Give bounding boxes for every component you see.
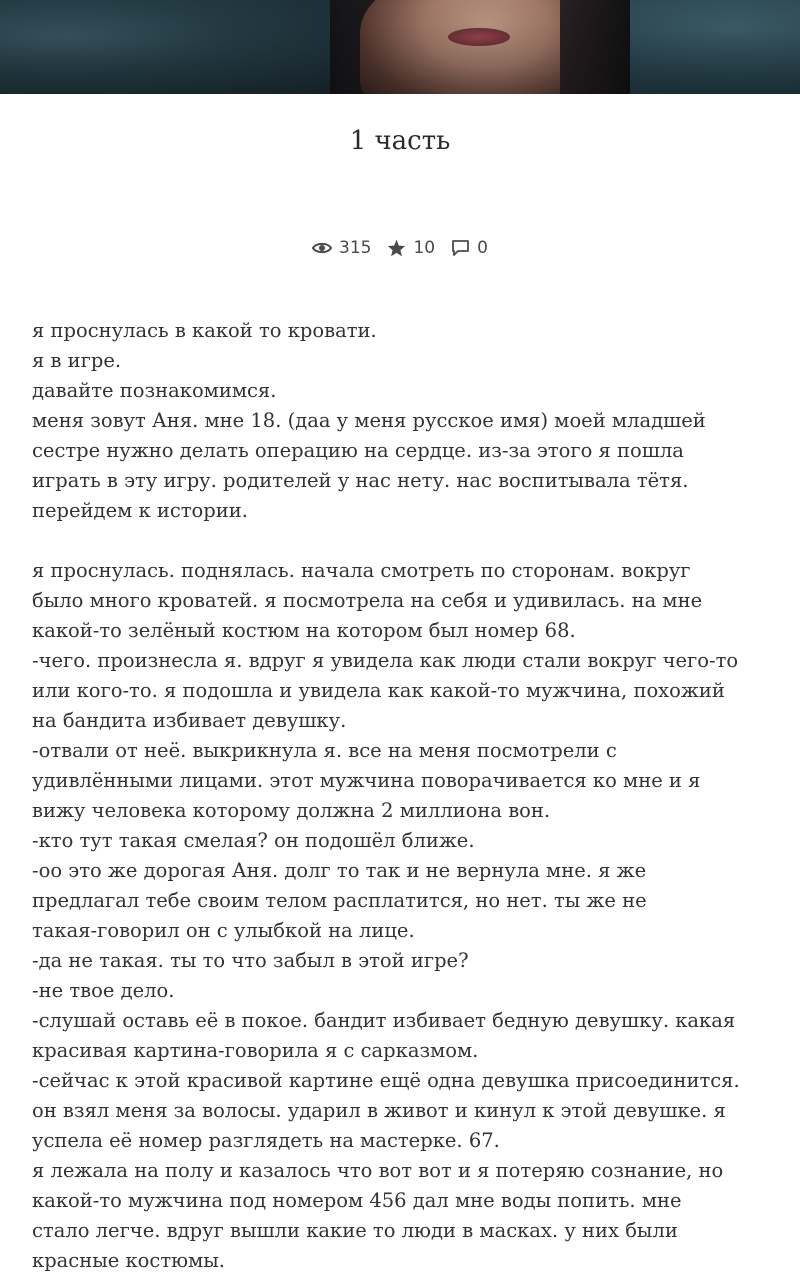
cover-image [0,0,800,94]
views-stat [312,238,371,258]
views-count: 315 [339,238,372,258]
likes-count: 10 [413,238,436,258]
likes-stat[interactable] [387,238,435,258]
chapter-stats [0,238,800,258]
comment-icon [451,239,470,257]
chapter-title: 1 часть [349,126,451,156]
star-icon [387,239,406,257]
comments-stat[interactable] [451,238,488,258]
comments-count: 0 [477,238,488,258]
story-text: я проснулась в какой то кровати. я в игре. давайте познакомимся. меня зовут Аня. мне 18. (даа у меня русское имя) моей младшей сестре нужно делать операцию на сердце. из-за этого я пошла играть в эту игру. родителей у нас нету. нас воспитывала тётя. перейдем к истории. я проснулась. поднялась. начала смотреть по сторонам. вокруг было много кроватей. я посмотрела на себя и удивилась. на мне какой-то зелёный костюм на котором был номер 68. -чего. произнесла я. вдруг я увидела как люди стали вокруг чего-то или кого-то. я подошла и увидела как какой-то мужчина, похожий на бандита избивает девушку. -отвали от неё. выкрикнула я. все на меня посмотрели с удивлёнными лицами. этот мужчина поворачивается ко мне и я вижу человека которому должна 2 миллиона вон. -кто тут такая смелая? он подошёл ближе. -оо это же дорогая Аня. долг то так и не вернула мне. я же предлагал тебе своим телом расплатится, но нет. ты же не такая-говорил он с улыбкой на лице. -да не такая. ты то что забыл в этой игре? -не твое дело. -слушай оставь её в покое. бандит избивает бедную девушку. какая красивая картина-говорила я с сарказмом. -сейчас к этой красивой картине ещё одна девушка присоединится. он взял меня за волосы. ударил в живот и кинул к этой девушке. я успела её номер разглядеть на мастерке. 67. я лежала на полу и казалось что вот вот и я потеряю сознание, но какой-то мужчина под номером 456 дал мне воды попить. мне стало легче. вдруг вышли какие то люди в масках. у них были красные костюмы. [32,319,740,1272]
eye-icon [312,241,332,255]
